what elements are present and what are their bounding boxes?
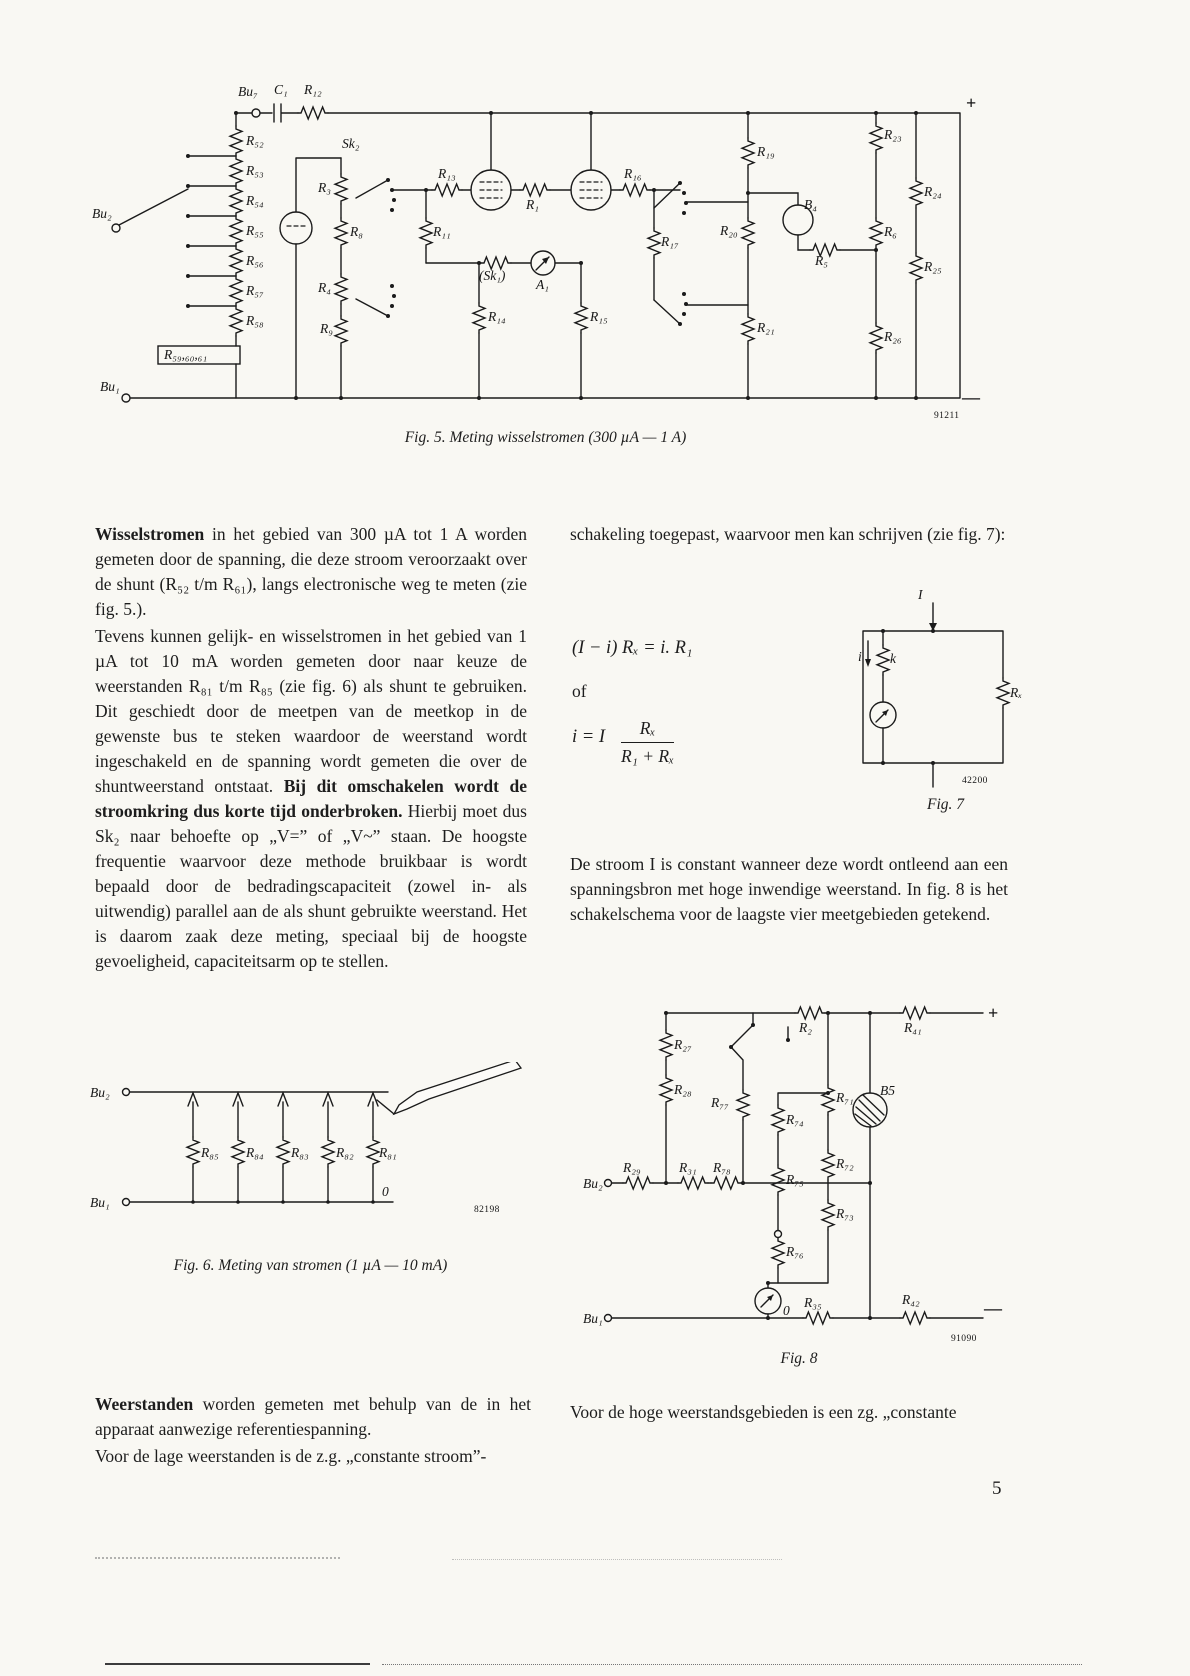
- schematic-label: Bu₁: [100, 379, 120, 394]
- schematic-label: R₅: [815, 253, 828, 268]
- schematic-label: A₁: [536, 277, 549, 292]
- schematic-label: R₈₄: [246, 1145, 264, 1160]
- schematic-label: Bu₂: [583, 1176, 603, 1191]
- schematic-label: i: [858, 649, 862, 664]
- paragraph-stroom-constant: De stroom I is constant wanneer deze wordt ontleend aan een spanningsbron met hoge inwendige weerstand. In fig. 8 is het schakelschema voor de laagste vier meetgebieden getekend.: [570, 854, 1008, 925]
- paragraph-text: worden gemeten met behulp van de in het apparaat aanwezige referentiespanning.: [95, 1394, 531, 1440]
- right-column-text-1: [570, 522, 1008, 549]
- schematic-label: R₁₇: [661, 234, 679, 249]
- schematic-label: R₇₆: [786, 1244, 804, 1259]
- schematic-label: Bu₁: [90, 1195, 110, 1210]
- fig8-schematic: [583, 985, 1013, 1347]
- fig6-caption: Fig. 6. Meting van stromen (1 µA — 10 mA): [173, 1257, 448, 1274]
- schematic-label: R₂₃: [884, 127, 902, 142]
- schematic-label: R₂₅: [924, 259, 942, 274]
- schematic-label: C₁: [274, 82, 288, 97]
- schematic-label: R₅₄: [246, 193, 264, 208]
- schematic-label: R₁₉: [757, 144, 775, 159]
- schematic-label: R₃₅: [804, 1295, 822, 1310]
- fraction-denominator: R₁ + Rₓ: [621, 746, 675, 766]
- tube: [280, 212, 312, 244]
- schematic-label: R₇₇: [711, 1095, 729, 1110]
- fig8-wires: [612, 1013, 983, 1318]
- schematic-label: Bu₂: [92, 206, 112, 221]
- schematic-label: R₄₂: [902, 1292, 920, 1307]
- schematic-label: R₁₃: [438, 166, 456, 181]
- schematic-label: (Sk₁): [479, 268, 506, 283]
- schematic-label: R₅₂: [246, 133, 264, 148]
- current-arrow-i: [865, 659, 871, 667]
- scan-artifact: [382, 1664, 1082, 1665]
- schematic-label: R₅₅: [246, 223, 264, 238]
- figure-7: [838, 583, 1053, 814]
- bold-phrase: Bij dit omschakelen wordt de stroomkring dus korte tijd onderbroken.: [95, 776, 528, 822]
- schematic-label: R₂₇: [674, 1037, 692, 1052]
- schematic-label: R₈₁: [379, 1145, 397, 1160]
- formula-of: of: [572, 681, 587, 701]
- paragraph-tevens: [95, 624, 527, 974]
- schematic-label: R₁₂: [304, 82, 322, 97]
- fig6-wires: [126, 1062, 521, 1202]
- formula-block: [572, 638, 832, 767]
- fig8-labels: [583, 1003, 1003, 1344]
- right-column-text-3: [570, 1400, 1008, 1427]
- schematic-label: R₈₅: [201, 1145, 219, 1160]
- schematic-label: R₁₁: [433, 224, 451, 239]
- fraction-numerator: Rₓ: [621, 718, 674, 743]
- figure-6: [88, 1062, 533, 1275]
- paragraph-hoge-weerstanden: Voor de hoge weerstandsgebieden is een zg. „constante: [570, 1402, 957, 1422]
- schematic-label: R₂₉: [623, 1160, 641, 1175]
- schematic-label: Bu₁: [583, 1311, 603, 1326]
- paragraph-schakeling: schakeling toegepast, waarvoor men kan schrijven (zie fig. 7):: [570, 524, 1006, 544]
- terminal-bu1: [122, 394, 130, 402]
- contact-r76: [775, 1231, 782, 1238]
- lamp-b5: [853, 1093, 887, 1127]
- schematic-label: R₉: [320, 321, 333, 336]
- formula-1: (I − i) Rₓ = i. R₁: [572, 638, 693, 658]
- schematic-label: R₃₁: [679, 1160, 697, 1175]
- scan-artifact: [105, 1663, 370, 1665]
- page-number: 5: [992, 1478, 1002, 1499]
- terminal-bu1: [605, 1315, 612, 1322]
- terminal-bu7: [252, 109, 260, 117]
- schematic-label: R₄₁: [904, 1020, 922, 1035]
- schematic-label: B5: [880, 1083, 895, 1098]
- schematic-label: +: [966, 93, 977, 113]
- scan-artifact: [95, 1557, 340, 1559]
- fig7-components: [870, 629, 1009, 765]
- fig5-components: [112, 107, 922, 402]
- schematic-label: Bu₇: [238, 84, 258, 99]
- schematic-label: R₂₈: [674, 1082, 692, 1097]
- right-column-text-2: [570, 852, 1008, 929]
- schematic-label: R₁₄: [488, 309, 506, 324]
- formula-lhs: i = I: [572, 727, 606, 747]
- fraction: [621, 718, 674, 767]
- schematic-label: R₅₇: [246, 283, 264, 298]
- schematic-label: B₄: [804, 197, 817, 212]
- schematic-label: R₂₀: [720, 223, 738, 238]
- paragraph-text: Hierbij moet dus Sk₂ naar behoefte op „V=” of „V~” staan. De hoogste frequentie waarvoor deze methode bruikbaar is wordt bepaald door de bedradingscapaciteit (zowel in- als uitwendig) parallel aan de als shunt gebruikte weerstand. Het is daarom zaak deze meting, speciaal bij de hoogste gevoeligheid, capaciteitsarm op te stellen.: [95, 801, 527, 972]
- schematic-label: R₇₄: [786, 1112, 804, 1127]
- paragraph-lage-weerstanden: Voor de lage weerstanden is de z.g. „constante stroom”-: [95, 1446, 487, 1467]
- figure-5: [88, 78, 1003, 447]
- schematic-label: R₂: [799, 1020, 812, 1035]
- schematic-label: R₇₅: [786, 1172, 804, 1187]
- terminal-bu1: [123, 1199, 130, 1206]
- schematic-label: R₂₁: [757, 320, 775, 335]
- lead-word: Weerstanden: [95, 1394, 194, 1414]
- schematic-label: 91211: [934, 411, 960, 421]
- schematic-label: R₄: [318, 280, 331, 295]
- schematic-label: R₇₃: [836, 1206, 854, 1221]
- schematic-label: R₇₂: [836, 1156, 854, 1171]
- schematic-label: R₃: [318, 180, 331, 195]
- schematic-label: I: [918, 587, 923, 602]
- fig5-caption: Fig. 5. Meting wisselstromen (300 µA — 1 A): [404, 429, 687, 446]
- fig5-labels: [92, 82, 981, 421]
- schematic-label: R₇₈: [713, 1160, 731, 1175]
- left-column-text: [95, 522, 527, 976]
- schematic-label: Sk₂: [342, 136, 360, 151]
- schematic-label: R₁₆: [624, 166, 642, 181]
- lead-word: Wisselstromen: [95, 524, 205, 544]
- schematic-label: Rₓ: [1010, 685, 1023, 700]
- schematic-label: R₈₂: [336, 1145, 354, 1160]
- fig8-caption: Fig. 8: [780, 1350, 818, 1367]
- paragraph-text: Tevens kunnen gelijk- en wisselstromen in het gebied van 1 µA tot 10 mA worden gemeten door naar keuze de weerstanden R₈₁ t/m R₈₅ (zie fig. 6) als shunt te gebruiken. Dit geschiedt door de meetpen van de meetkop in de gewenste bus te steken waardoor de weerstand wordt ingeschakeld en de spanning wordt gemeten die over de shuntweerstand ontstaat.: [95, 626, 527, 797]
- schematic-label: Bu₂: [90, 1085, 110, 1100]
- schematic-label: R₅₈: [246, 313, 264, 328]
- schematic-label: 0: [382, 1184, 389, 1199]
- schematic-label: R₅₉,₆₀,₆₁: [164, 347, 208, 362]
- meter: [755, 1288, 781, 1314]
- paragraph-text: in het gebied van 300 µA tot 1 A worden gemeten door de spanning, die deze stroom veroorzaakt over de shunt (R₅₂ t/m R₆₁), langs electronische weg te meten (zie fig. 5.).: [95, 524, 527, 620]
- schematic-label: +: [988, 1003, 999, 1023]
- fig8-components: [605, 1007, 931, 1324]
- terminal-bu2: [605, 1180, 612, 1187]
- schematic-label: R₅₃: [246, 163, 264, 178]
- paragraph-weerstanden: [95, 1392, 531, 1442]
- fig5-schematic: [88, 78, 1003, 426]
- scan-artifact: [452, 1559, 782, 1560]
- schematic-label: 0: [783, 1303, 790, 1318]
- schematic-label: 82198: [474, 1205, 500, 1215]
- fig7-schematic: [838, 583, 1048, 793]
- probe-pen: [394, 1062, 521, 1114]
- terminal-bu2: [123, 1089, 130, 1096]
- schematic-label: 91090: [951, 1334, 977, 1344]
- left-column-bottom-text: [95, 1392, 531, 1471]
- schematic-label: R₇₁: [836, 1090, 854, 1105]
- schematic-label: R₂₆: [884, 329, 902, 344]
- schematic-label: R₆: [884, 224, 897, 239]
- fig7-caption: Fig. 7: [926, 796, 965, 813]
- schematic-label: R₂₄: [924, 184, 942, 199]
- schematic-label: R₁₅: [590, 309, 608, 324]
- schematic-label: R₈₃: [291, 1145, 309, 1160]
- schematic-label: R₅₆: [246, 253, 264, 268]
- schematic-label: —: [962, 387, 980, 407]
- terminal-bu2: [112, 224, 120, 232]
- schematic-label: R₈: [350, 224, 363, 239]
- figure-8: [583, 985, 1015, 1368]
- formula-2: [572, 718, 832, 767]
- schematic-label: —: [984, 1298, 1002, 1318]
- schematic-label: 42200: [962, 776, 988, 786]
- fig6-labels: [90, 1085, 500, 1215]
- paragraph-wisselstromen: [95, 522, 527, 622]
- schematic-label: k: [890, 651, 896, 666]
- schematic-label: R₁: [526, 197, 539, 212]
- fig6-schematic: [88, 1062, 523, 1254]
